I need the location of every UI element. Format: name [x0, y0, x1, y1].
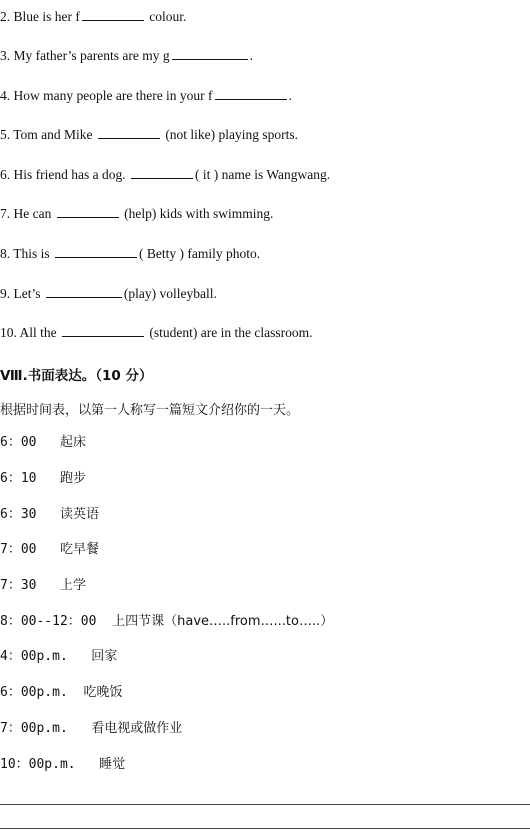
question-6: [0, 166, 330, 184]
schedule-item: [0, 506, 99, 524]
answer-blank[interactable]: [215, 87, 287, 100]
section-title: Ⅷ.书面表达。（10 分）: [0, 368, 153, 384]
schedule-activity: 看电视或做作业: [91, 721, 183, 736]
schedule-activity: 上四节课（have…..from…...to…..）: [112, 614, 334, 629]
question-5: [0, 126, 298, 144]
writing-line[interactable]: [0, 828, 530, 829]
section-instruction: 根据时间表，以第一人称写一篇短文介绍你的一天。: [0, 403, 300, 418]
question-text: (student) are in the classroom.: [146, 325, 313, 340]
schedule-activity: 吃早餐: [59, 542, 99, 557]
question-text: .: [288, 88, 292, 103]
schedule-time: 8：00--12：00: [0, 614, 97, 629]
answer-blank[interactable]: [46, 285, 122, 298]
schedule-activity: 回家: [91, 649, 118, 664]
question-text: 3. My father’s parents are my g: [0, 48, 170, 63]
schedule-time: 6：00: [0, 435, 37, 450]
question-text: ( Betty ) family photo.: [139, 246, 261, 261]
question-9: [0, 285, 217, 303]
question-text: (play) volleyball.: [123, 286, 217, 301]
question-text: .: [249, 48, 253, 63]
question-4: [0, 87, 292, 105]
schedule-item: [0, 648, 117, 666]
schedule-time: 6：30: [0, 507, 37, 522]
answer-blank[interactable]: [82, 8, 144, 21]
schedule-activity: 睡觉: [99, 757, 126, 772]
schedule-time: 7：00p.m.: [0, 721, 68, 736]
question-8: [0, 245, 260, 263]
question-2: [0, 8, 186, 26]
schedule-item: [0, 613, 333, 631]
question-text: ( it ) name is Wangwang.: [194, 167, 331, 182]
question-text: colour.: [145, 9, 187, 24]
schedule-time: 10：00p.m.: [0, 757, 76, 772]
question-text: 10. All the: [0, 325, 60, 340]
schedule-activity: 跑步: [59, 471, 86, 486]
schedule-time: 6：00p.m.: [0, 685, 68, 700]
question-7: [0, 205, 273, 223]
question-text: (help) kids with swimming.: [120, 206, 274, 221]
schedule-activity: 起床: [59, 435, 86, 450]
schedule-activity: 吃晚饭: [83, 685, 123, 700]
schedule-item: [0, 720, 182, 738]
schedule-time: 4：00p.m.: [0, 649, 68, 664]
answer-blank[interactable]: [98, 126, 160, 139]
question-10: [0, 324, 312, 342]
schedule-item: [0, 684, 122, 702]
schedule-item: [0, 434, 86, 452]
question-text: 5. Tom and Mike: [0, 127, 96, 142]
answer-blank[interactable]: [172, 47, 248, 60]
answer-blank[interactable]: [62, 324, 144, 337]
answer-blank[interactable]: [131, 166, 193, 179]
schedule-activity: 上学: [59, 578, 86, 593]
schedule-item: [0, 470, 86, 488]
schedule-time: 6：10: [0, 471, 37, 486]
question-text: 9. Let’s: [0, 286, 44, 301]
schedule-time: 7：00: [0, 542, 37, 557]
schedule-item: [0, 541, 99, 559]
question-text: 4. How many people are there in your f: [0, 88, 213, 103]
question-text: 2. Blue is her f: [0, 9, 80, 24]
answer-blank[interactable]: [55, 245, 137, 258]
question-3: [0, 47, 253, 65]
question-text: 6. His friend has a dog.: [0, 167, 129, 182]
question-text: 8. This is: [0, 246, 54, 261]
schedule-item: [0, 577, 86, 595]
question-text: (not like) playing sports.: [161, 127, 299, 142]
answer-blank[interactable]: [57, 205, 119, 218]
schedule-time: 7：30: [0, 578, 37, 593]
schedule-activity: 读英语: [59, 507, 99, 522]
writing-line[interactable]: [0, 804, 530, 805]
question-text: 7. He can: [0, 206, 55, 221]
schedule-item: [0, 756, 125, 774]
